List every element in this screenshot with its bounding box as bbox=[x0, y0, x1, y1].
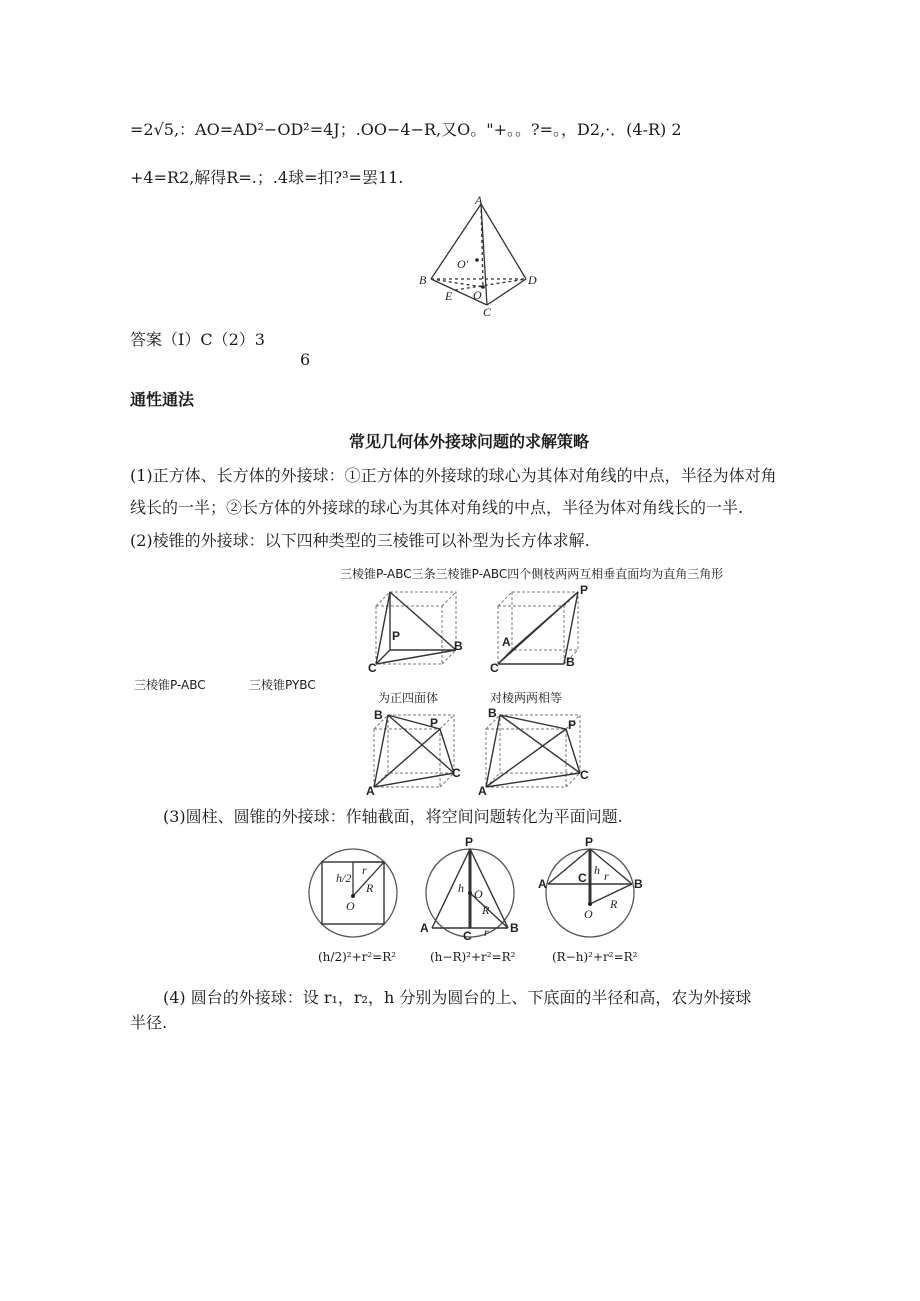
solution-line-2: +4=R2,解得R=.；.4球=扣?³=罢11. bbox=[130, 168, 404, 187]
box4-label-A: A bbox=[478, 784, 487, 798]
solution-line-1: =2√5,：AO=AD²−OD²=4J；.OO−4−R,又O。"+。。?=。，D2,·．(4-R) 2 bbox=[130, 120, 682, 139]
formula-3: (R−h)²+r²=R² bbox=[552, 950, 638, 964]
formula-1: (h/2)²+r²=R² bbox=[318, 950, 397, 964]
cone2-label-B: B bbox=[634, 877, 643, 891]
cone1-label-R: R bbox=[482, 903, 490, 917]
box4-label-P: P bbox=[568, 718, 577, 732]
cone1-label-C: C bbox=[463, 929, 472, 943]
caption-top: 三棱锥P-ABC三条三棱锥P-ABC四个侧枝两两互相垂直面均为直角三角形 bbox=[340, 567, 724, 581]
label-E: E bbox=[445, 289, 453, 303]
label-C: C bbox=[483, 305, 492, 319]
cone1-label-B: B bbox=[510, 921, 519, 935]
pyramid-box-3 bbox=[366, 703, 466, 798]
box3-label-C: C bbox=[452, 766, 461, 780]
cyl-label-h2: h/2 bbox=[336, 871, 352, 885]
tetrahedron-figure bbox=[415, 192, 545, 317]
caption-left-2: 三棱锥PYBC bbox=[249, 678, 316, 692]
box3-label-B: B bbox=[374, 708, 383, 722]
cone2-label-R: R bbox=[610, 897, 618, 911]
box2-label-P: P bbox=[580, 583, 589, 597]
box3-label-A: A bbox=[366, 784, 375, 798]
pyramid-box-2 bbox=[490, 580, 590, 675]
cone2-label-P: P bbox=[585, 835, 594, 849]
cone1-label-h: h bbox=[458, 881, 464, 895]
cone-section-diagram-1 bbox=[418, 836, 523, 946]
strategy-p4-line2: 半径. bbox=[130, 1013, 168, 1032]
pyramid-box-1 bbox=[368, 580, 468, 675]
section-title: 通性通法 bbox=[130, 390, 195, 409]
box4-label-B: B bbox=[488, 706, 497, 720]
answer-sub: 6 bbox=[300, 350, 311, 369]
cone2-label-C: C bbox=[578, 871, 587, 885]
cone1-label-r: r bbox=[484, 925, 489, 939]
strategy-p4-line1: (4) 圆台的外接球：设 r₁，r₂，h 分别为圆台的上、下底面的半径和高，农为外接球 bbox=[163, 988, 752, 1007]
box1-label-P: P bbox=[392, 629, 401, 643]
strategy-p2: (2)棱锥的外接球：以下四种类型的三棱锥可以补型为长方体求解. bbox=[130, 531, 590, 550]
cone2-label-r: r bbox=[604, 869, 609, 883]
formula-2: (h−R)²+r²=R² bbox=[430, 950, 516, 964]
box1-label-B: B bbox=[454, 639, 463, 653]
box2-label-C: C bbox=[490, 661, 499, 675]
box2-label-B: B bbox=[566, 655, 575, 669]
box2-label-A: A bbox=[502, 635, 511, 649]
cone2-label-O: O bbox=[584, 907, 593, 921]
strategy-p3: (3)圆柱、圆锥的外接球：作轴截面，将空间问题转化为平面问题. bbox=[163, 807, 623, 826]
caption-mid-1: 为正四面体 bbox=[378, 691, 439, 705]
caption-left-1: 三棱锥P-ABC bbox=[134, 678, 206, 692]
cone1-label-P: P bbox=[465, 835, 474, 849]
cone2-label-A: A bbox=[538, 877, 547, 891]
box4-label-C: C bbox=[580, 768, 589, 782]
pyramid-box-4 bbox=[478, 703, 593, 798]
strategy-heading: 常见几何体外接球问题的求解策略 bbox=[349, 432, 590, 451]
label-O-prime: O' bbox=[457, 257, 469, 271]
caption-mid-2: 对棱两两相等 bbox=[490, 691, 563, 705]
cone2-label-h: h bbox=[594, 863, 600, 877]
label-D: D bbox=[528, 273, 537, 287]
cone1-label-O: O bbox=[474, 887, 483, 901]
cyl-label-O: O bbox=[346, 899, 355, 913]
cone-section-diagram-2 bbox=[538, 836, 648, 946]
cone1-label-A: A bbox=[420, 921, 429, 935]
label-B: B bbox=[419, 273, 427, 287]
label-A: A bbox=[475, 193, 483, 207]
strategy-p1-line1: (1)正方体、长方体的外接球：①正方体的外接球的球心为其体对角线的中点，半径为体对角 bbox=[130, 466, 777, 485]
strategy-p1-line2: 线长的一半；②长方体的外接球的球心为其体对角线的中点，半径为体对角线长的一半. bbox=[130, 498, 744, 517]
box1-label-C: C bbox=[368, 661, 377, 675]
cyl-label-R: R bbox=[366, 881, 374, 895]
label-O: O bbox=[473, 288, 482, 302]
cylinder-section-diagram bbox=[306, 846, 401, 946]
cyl-label-r: r bbox=[362, 863, 367, 877]
box3-label-P: P bbox=[430, 716, 439, 730]
answer-text: 答案（I）C（2）3 bbox=[130, 330, 265, 349]
